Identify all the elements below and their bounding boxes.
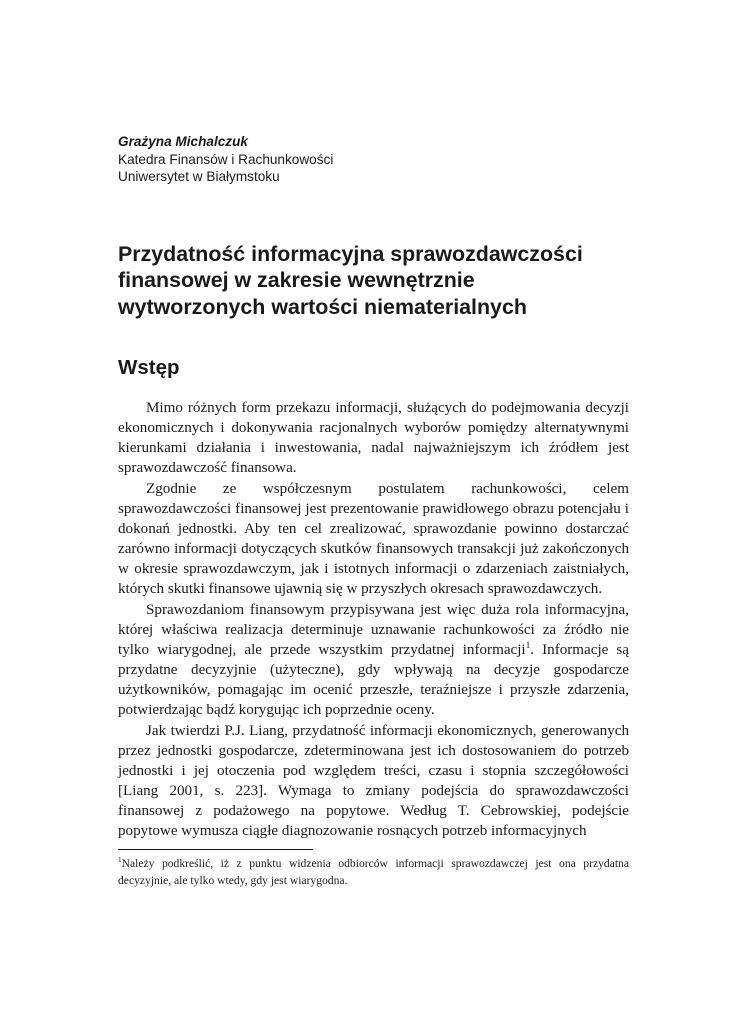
body-text [118, 398, 629, 841]
article-title-line: finansowej w zakresie wewnętrznie [118, 268, 475, 293]
footnote [118, 856, 629, 890]
paragraph: Zgodnie ze współczesnym postulatem rachunkowości, celem sprawozdawczości finansowej jest prezentowanie prawidłowego obrazu potencjału i dokonań jednostki. Aby ten cel zrealizować, sprawozdanie powinno dostarczać zarówno informacji dotyczących skutków finansowych transakcji już zakończonych w okresie sprawozdawczym, jak i istotnych informacji o zdarzeniach zaistniałych, których skutki finansowe ujawnią się w przyszłych okresach sprawozdawczych. [118, 480, 629, 598]
article-title [118, 241, 629, 320]
paragraph [118, 600, 629, 721]
footnote-text: Należy podkreślić, iż z punktu widzenia odbiorców informacji sprawozdawczej jest ona przydatna decyzyjnie, ale tylko wtedy, gdy jest wiarygodna. [118, 857, 629, 887]
article-title-line: wytworzonych wartości niematerialnych [118, 294, 527, 319]
author-block [118, 133, 333, 186]
article-title-line: Przydatność informacyjna sprawozdawczości [118, 242, 583, 266]
footnote-number: 1 [118, 856, 122, 865]
document-page [118, 0, 629, 1024]
author-department: Katedra Finansów i Rachunkowości [118, 151, 334, 167]
footnote-reference[interactable]: 1 [525, 640, 531, 651]
paragraph-text: . Informacje są przydatne decyzyjnie (użyteczne), gdy wpływają na decyzje gospodarcze użytkowników, pomagając im ocenić przeszłe, teraźniejsze i przyszłe zdarzenia, potwierdzając bądź korygując ich poprzednie oceny. [118, 641, 629, 719]
paragraph: Mimo różnych form przekazu informacji, służących do podejmowania decyzji ekonomicznych i dokonywania racjonalnych wyborów pomiędzy alternatywnymi kierunkami działania i inwestowania, nadal najważniejszym ich źródłem jest sprawozdawczość finansowa. [118, 400, 629, 477]
author-university: Uniwersytet w Białymstoku [118, 169, 280, 184]
author-name: Grażyna Michalczuk [118, 134, 248, 149]
footnote-separator [118, 849, 313, 850]
section-heading: Wstęp [118, 356, 180, 379]
paragraph: Jak twierdzi P.J. Liang, przydatność informacji ekonomicznych, generowanych przez jednostki gospodarcze, zdeterminowana jest ich dostosowaniem do potrzeb jednostki i jej otoczenia pod względem treści, czasu i stopnia szczegółowości [Liang 2001, s. 223]. Wymaga to zmiany podejścia do sprawozdawczości finansowej z podażowego na popytowe. Według T. Cebrowskiej, podejście popytowe wymusza ciągłe diagnozowanie rosnących potrzeb informacyjnych [118, 722, 629, 840]
paragraph-text: Sprawozdaniom finansowym przypisywana jest więc duża rola informacyjna, której właściwa realizacja determinuje uznawanie rachunkowości za źródło nie tylko wiarygodnej, ale przede wszystkim przydatnej informacji [118, 601, 629, 658]
